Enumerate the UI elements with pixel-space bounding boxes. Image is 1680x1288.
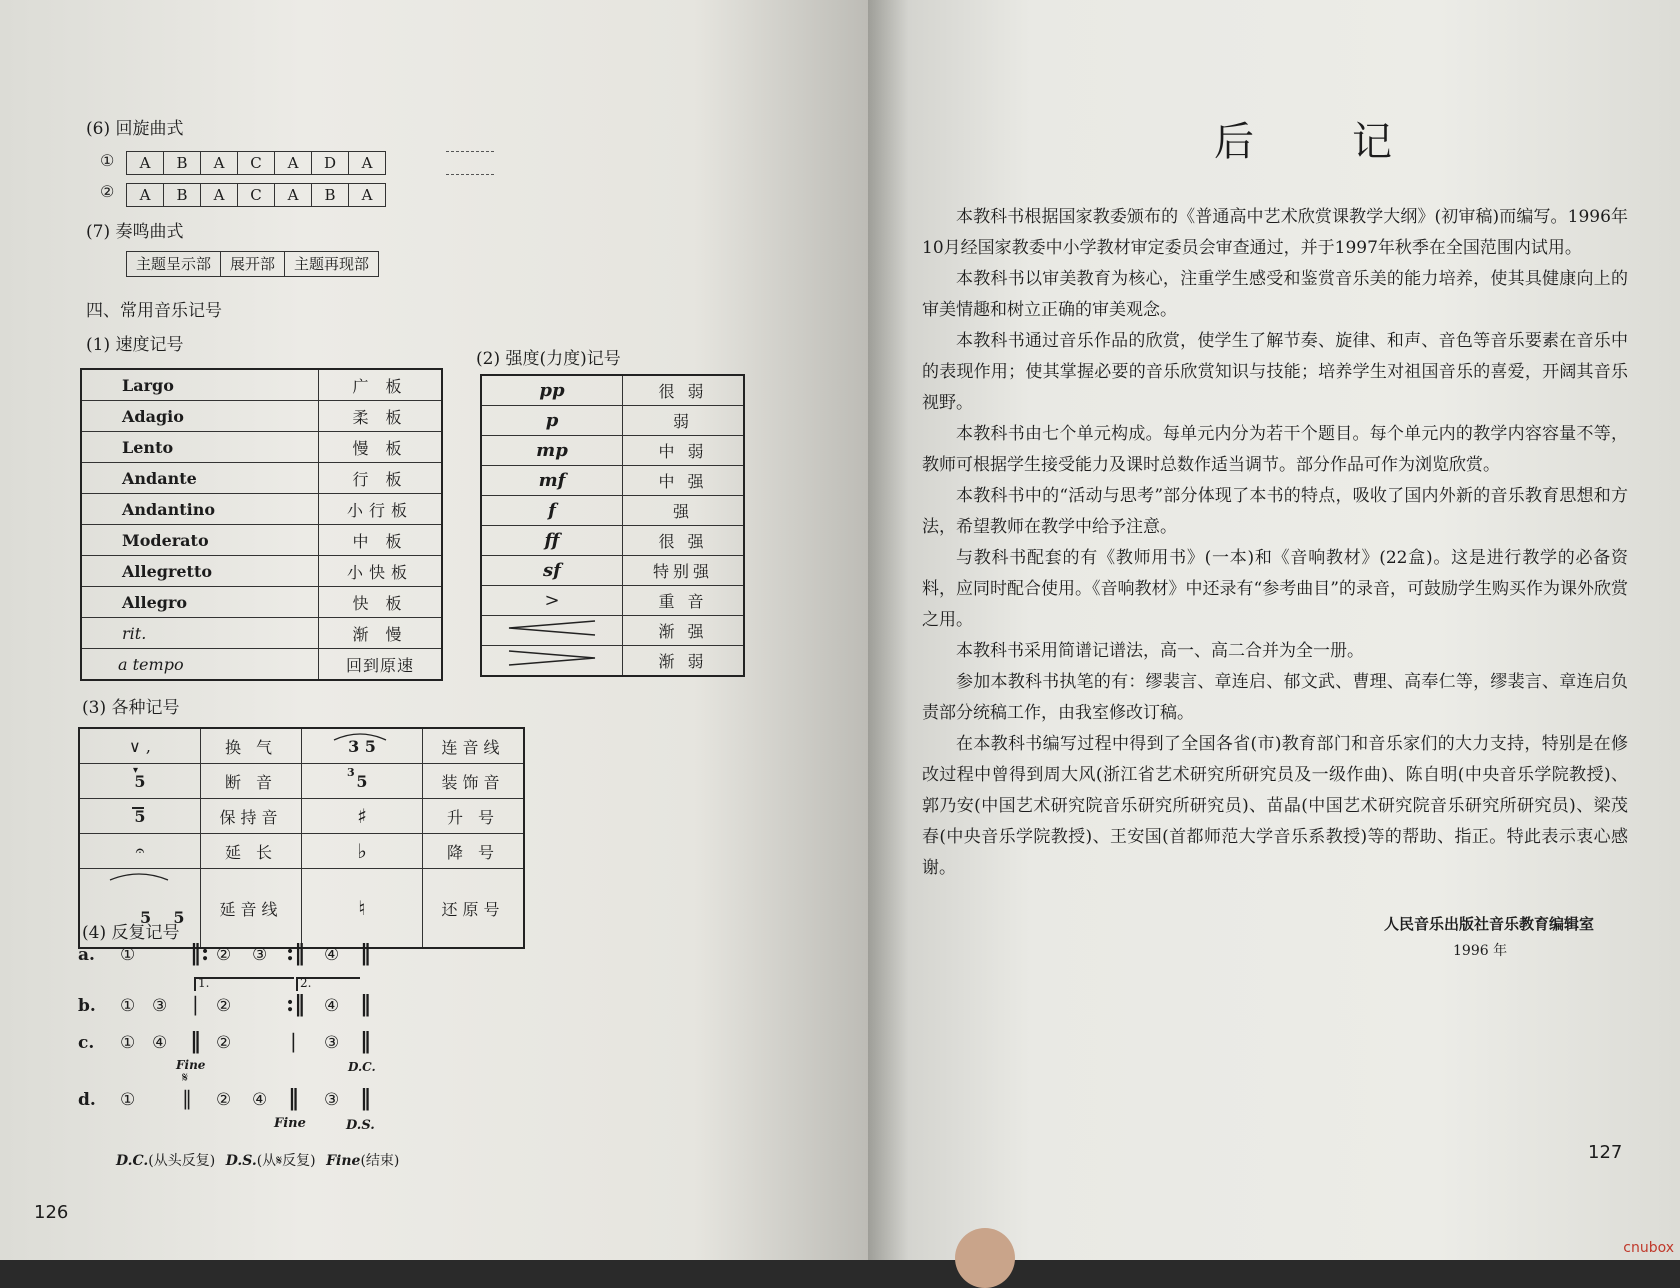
mark-meaning: 装饰音 <box>423 764 525 799</box>
legend-ds-meaning: (从𝄋反复) <box>256 1153 316 1169</box>
dynamics-symbol: sf <box>481 556 623 586</box>
publisher-signature: 人民音乐出版社音乐教育编辑室 <box>1384 915 1595 933</box>
mark-meaning: 断 音 <box>201 764 302 799</box>
tempo-term: Moderato <box>81 525 319 556</box>
dashed-line <box>446 151 494 152</box>
staccato-mark: ▾ 5 <box>79 764 201 799</box>
dynamics-meaning: 渐 强 <box>623 616 745 646</box>
rondo-cell: A <box>361 154 373 172</box>
table-row <box>481 646 744 677</box>
dynamics-symbol: mf <box>481 466 623 496</box>
table-row <box>81 432 442 463</box>
marks-table <box>78 727 525 949</box>
tempo-meaning: 行 板 <box>319 463 443 494</box>
rondo-row-num: ② <box>100 182 115 201</box>
table-row <box>81 556 442 587</box>
repeat-heading: (4) 反复记号 <box>82 923 180 943</box>
legend-dc-meaning: (从头反复) <box>148 1153 216 1169</box>
rondo-cell: B <box>164 152 201 174</box>
table-row <box>81 587 442 618</box>
rondo-cell: A <box>127 184 164 206</box>
tempo-meaning: 慢 板 <box>319 432 443 463</box>
table-row <box>81 618 442 649</box>
table-row <box>481 526 744 556</box>
table-row <box>81 369 442 401</box>
paragraph: 本教科书由七个单元构成。每单元内分为若干个题目。每个单元内的教学内容容量不等，教师可根据学生接受能力及课时总数作适当调节。部分作品可作为浏览欣赏。 <box>922 424 1628 475</box>
legend-fine: Fine <box>326 1153 361 1169</box>
barline: | <box>290 1029 297 1053</box>
tempo-term: Andante <box>81 463 319 494</box>
dynamics-heading: (2) 强度(力度)记号 <box>476 349 621 369</box>
dc-mark: D.C. <box>348 1060 376 1074</box>
rondo-cell: C <box>238 184 275 206</box>
tempo-term: Andantino <box>81 494 319 525</box>
paragraph: 本教科书中的“活动与思考”部分体现了本书的特点，吸收了国内外新的音乐教育思想和方法，希望教师在教学中给予注意。 <box>922 486 1628 537</box>
rondo-cell: A <box>127 152 164 174</box>
tenuto-mark <box>79 799 201 834</box>
table-row <box>81 649 442 681</box>
volta-bracket-2 <box>296 977 298 991</box>
repeat-label-d: d. <box>78 1090 96 1110</box>
table-row <box>79 764 524 799</box>
repeat-label-b: b. <box>78 996 96 1016</box>
repeat-num: ① <box>120 945 136 965</box>
double-barline: ‖ <box>182 1086 192 1110</box>
tempo-table <box>80 368 443 681</box>
table-row <box>81 401 442 432</box>
breath-mark: ∨ , <box>79 728 201 764</box>
mark-meaning: 降 号 <box>423 834 525 869</box>
rondo-row-num: ① <box>100 151 115 170</box>
fermata-icon: 𝄐 <box>79 834 201 869</box>
repeat-num: ② <box>216 996 232 1016</box>
paragraph: 参加本教科书执笔的有：缪裴言、章连启、郁文武、曹理、高奉仁等，缪裴言、章连启负责部分统稿工作，由我室修改订稿。 <box>922 672 1628 723</box>
volta-bracket-1 <box>194 977 196 991</box>
rondo-cell: A <box>201 184 238 206</box>
rondo-cell: A <box>275 184 312 206</box>
rondo-row-1 <box>126 151 386 175</box>
paragraph: 本教科书以审美教育为核心，注重学生感受和鉴赏音乐美的能力培养，使其具健康向上的审美情趣和树立正确的审美观念。 <box>922 269 1628 320</box>
paragraph: 本教科书通过音乐作品的欣赏，使学生了解节奏、旋律、和声、音色等音乐要素在音乐中的表现作用；使其掌握必要的音乐欣赏知识与技能；培养学生对祖国音乐的喜爱，开阔其音乐视野。 <box>922 331 1628 413</box>
repeat-num: ② <box>216 945 232 965</box>
dynamics-meaning: 很 强 <box>623 526 745 556</box>
ds-mark: D.S. <box>346 1118 375 1133</box>
mark-meaning: 升 号 <box>423 799 525 834</box>
dynamics-meaning: 弱 <box>623 406 745 436</box>
dynamics-meaning: 中 弱 <box>623 436 745 466</box>
afterword-body <box>922 202 1628 884</box>
final-barline: ‖ <box>360 991 371 1017</box>
table-row <box>79 799 524 834</box>
rondo-cell: B <box>164 184 201 206</box>
repeat-num: ① <box>120 996 136 1016</box>
mark-meaning: 延 长 <box>201 834 302 869</box>
tempo-term: Allegretto <box>81 556 319 587</box>
dynamics-table <box>480 374 745 677</box>
rondo-heading: (6) 回旋曲式 <box>86 119 184 139</box>
section-heading: 四、常用音乐记号 <box>86 301 222 321</box>
final-barline: ‖ <box>360 1028 371 1054</box>
paragraph: 在本教科书编写过程中得到了全国各省(市)教育部门和音乐家们的大力支持，特别是在修改过程中曾得到周大风(浙江省艺术研究所研究员及一级作曲)、陈自明(中央音乐学院教授)、郭乃安(中国艺术研究院音乐研究所研究员)、苗晶(中国艺术研究院音乐研究所研究员)、梁茂春(中央音乐学院教授)、王安国(首都师范大学音乐系教授)等的帮助、指正。特此表示衷心感谢。 <box>922 734 1628 878</box>
legend-fine-meaning: (结束) <box>360 1153 400 1169</box>
tie-notes: 5 5 <box>140 908 185 927</box>
watermark: cnubox <box>1623 1240 1674 1256</box>
mark-meaning: 还原号 <box>423 869 525 949</box>
table-row <box>481 406 744 436</box>
tenuto-note: 5 <box>134 806 146 826</box>
legend-dc: D.C. <box>116 1153 149 1169</box>
mark-meaning: 延音线 <box>201 869 302 949</box>
repeat-num: ③ <box>324 1090 340 1110</box>
mark-meaning: 保持音 <box>201 799 302 834</box>
dynamics-meaning: 强 <box>623 496 745 526</box>
repeat-num: ④ <box>324 996 340 1016</box>
barline: | <box>192 992 199 1016</box>
rondo-row-2 <box>126 183 386 207</box>
double-barline: ‖ <box>288 1085 299 1111</box>
tempo-meaning: 快 板 <box>319 587 443 618</box>
flat-icon: ♭ <box>302 834 423 869</box>
natural-icon: ♮ <box>302 869 423 949</box>
tempo-term: a tempo <box>81 649 319 681</box>
repeat-label-a: a. <box>78 945 95 965</box>
dynamics-symbol: pp <box>481 375 623 406</box>
sonata-cell: 主题再现部 <box>294 255 370 273</box>
dynamics-symbol: ff <box>481 526 623 556</box>
paragraph: 与教科书配套的有《教师用书》(一本)和《音响教材》(22盒)。这是进行教学的必备资料，应同时配合使用。《音响教材》中还录有“参考曲目”的录音，可鼓励学生购买作为课外欣赏之用。 <box>922 548 1628 630</box>
sharp-icon: ♯ <box>302 799 423 834</box>
tempo-term: Largo <box>81 369 319 401</box>
page-number-left: 126 <box>34 1202 69 1223</box>
page-number-right: 127 <box>1588 1142 1623 1163</box>
repeat-start-sign: ‖: <box>190 940 210 966</box>
repeat-num: ③ <box>252 945 268 965</box>
repeat-num: ④ <box>152 1033 168 1053</box>
legend-ds: D.S. <box>225 1153 257 1169</box>
table-row <box>481 586 744 616</box>
dynamics-meaning: 重 音 <box>623 586 745 616</box>
repeat-label-c: c. <box>78 1033 95 1053</box>
table-row <box>481 466 744 496</box>
tempo-term: Allegro <box>81 587 319 618</box>
repeat-num: ④ <box>252 1090 268 1110</box>
dashed-line <box>446 174 494 175</box>
repeat-num: ② <box>216 1033 232 1053</box>
table-row <box>481 436 744 466</box>
publication-year: 1996 年 <box>1453 943 1508 959</box>
grace-small-note: 3 <box>347 766 355 779</box>
grace-main-note: 5 <box>356 771 368 791</box>
tempo-meaning: 小行板 <box>319 494 443 525</box>
table-row <box>79 834 524 869</box>
tempo-term: Lento <box>81 432 319 463</box>
dynamics-meaning: 特别强 <box>623 556 745 586</box>
table-row <box>481 375 744 406</box>
afterword-title-2: 记 <box>1352 119 1392 165</box>
double-barline: ‖ <box>190 1028 201 1054</box>
repeat-num: ① <box>120 1033 136 1053</box>
rondo-cell: A <box>361 186 373 204</box>
mark-meaning: 换 气 <box>201 728 302 764</box>
staccato-note: 5 <box>134 771 146 791</box>
dynamics-meaning: 很 弱 <box>623 375 745 406</box>
dynamics-symbol: f <box>481 496 623 526</box>
tempo-meaning: 小快板 <box>319 556 443 587</box>
tempo-meaning: 中 板 <box>319 525 443 556</box>
paragraph: 本教科书采用简谱记谱法，高一、高二合并为全一册。 <box>956 641 1364 661</box>
volta-2-label: 2. <box>300 976 312 990</box>
rondo-cell: B <box>312 184 349 206</box>
table-row <box>79 728 524 764</box>
finger-photo <box>955 1228 1015 1288</box>
right-page <box>868 0 1680 1260</box>
repeat-num: ④ <box>324 945 340 965</box>
tempo-term: rit. <box>81 618 319 649</box>
tempo-heading: (1) 速度记号 <box>86 335 184 355</box>
marks-heading: (3) 各种记号 <box>82 698 180 718</box>
table-row <box>481 616 744 646</box>
mark-meaning: 连音线 <box>423 728 525 764</box>
final-barline: ‖ <box>360 940 371 966</box>
tempo-meaning: 柔 板 <box>319 401 443 432</box>
slur-notes: 3 5 <box>348 736 376 756</box>
sonata-boxes <box>126 251 379 277</box>
paragraph: 本教科书根据国家教委颁布的《普通高中艺术欣赏课教学大纲》(初审稿)而编写。1996年10月经国家教委中小学教材审定委员会审查通过，并于1997年秋季在全国范围内试用。 <box>922 207 1628 258</box>
volta-1-label: 1. <box>198 976 210 990</box>
dynamics-meaning: 渐 弱 <box>623 646 745 677</box>
tempo-meaning: 渐 慢 <box>319 618 443 649</box>
fine-mark: Fine <box>274 1116 306 1131</box>
tempo-meaning: 广 板 <box>319 369 443 401</box>
repeat-end-sign: :‖ <box>286 940 306 966</box>
rondo-cell: A <box>275 152 312 174</box>
rondo-cell: C <box>238 152 275 174</box>
afterword-title-1: 后 <box>1214 119 1254 165</box>
sonata-cell: 主题呈示部 <box>127 252 221 276</box>
grace-note-mark <box>302 764 423 799</box>
rondo-cell: D <box>312 152 349 174</box>
fine-mark: Fine <box>176 1058 206 1072</box>
table-row <box>81 525 442 556</box>
diminuendo-icon <box>481 646 623 677</box>
repeat-num: ② <box>216 1090 232 1110</box>
dynamics-meaning: 中 强 <box>623 466 745 496</box>
repeat-num: ③ <box>152 996 168 1016</box>
repeat-num: ① <box>120 1090 136 1110</box>
table-row <box>81 463 442 494</box>
accent-symbol: > <box>481 586 623 616</box>
slur-mark <box>302 728 423 764</box>
tempo-meaning: 回到原速 <box>319 649 443 681</box>
table-row <box>81 494 442 525</box>
crescendo-icon <box>481 616 623 646</box>
segno-icon: 𝄋 <box>182 1070 189 1086</box>
sonata-cell: 展开部 <box>221 252 285 276</box>
repeat-num: ③ <box>324 1033 340 1053</box>
dynamics-symbol: p <box>481 406 623 436</box>
final-barline: ‖ <box>360 1085 371 1111</box>
table-row <box>481 496 744 526</box>
dynamics-symbol: mp <box>481 436 623 466</box>
rondo-cell: A <box>201 152 238 174</box>
repeat-legend <box>116 1150 399 1170</box>
tempo-term: Adagio <box>81 401 319 432</box>
repeat-end-sign: :‖ <box>286 991 306 1017</box>
sonata-heading: (7) 奏鸣曲式 <box>86 222 184 242</box>
table-row <box>481 556 744 586</box>
